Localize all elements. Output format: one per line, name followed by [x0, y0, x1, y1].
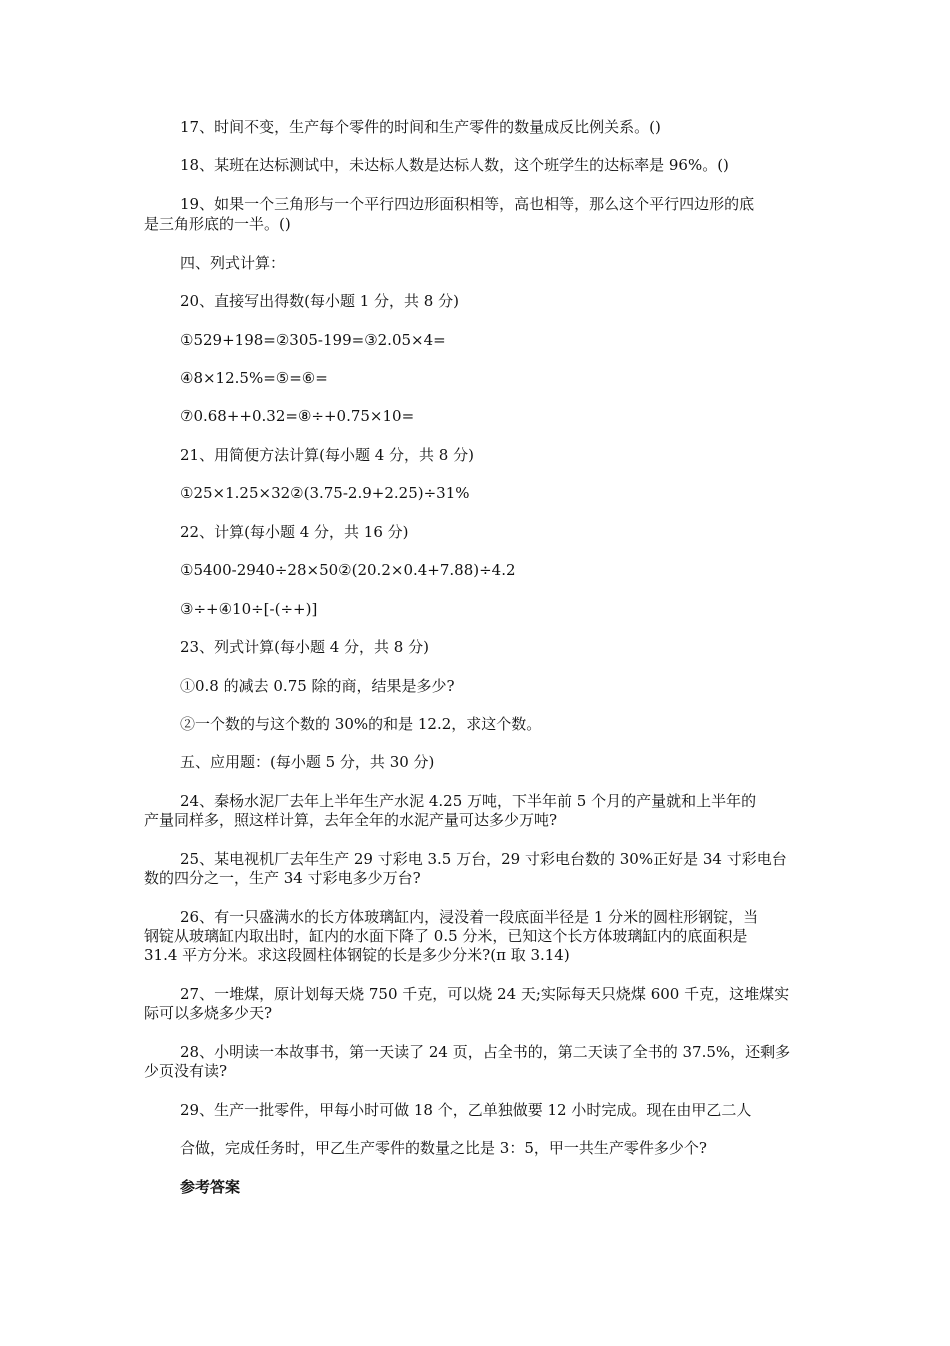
question-18: 18、某班在达标测试中，未达标人数是达标人数，这个班学生的达标率是 96%。() — [180, 156, 729, 174]
question-20-row-3: ⑦0.68++0.32=⑧÷+0.75×10= — [180, 407, 415, 425]
question-26-line-2: 钢锭从玻璃缸内取出时，缸内的水面下降了 0.5 分米，已知这个长方体玻璃缸内的底面积是 — [144, 927, 748, 945]
question-20-row-2: ④8×12.5%=⑤=⑥= — [180, 369, 328, 387]
question-29-line-1: 29、生产一批零件，甲每小时可做 18 个，乙单独做要 12 小时完成。现在由甲乙二人 — [180, 1101, 752, 1119]
question-28-line-2: 少页没有读? — [144, 1062, 228, 1080]
question-22-row-1: ①5400-2940÷28×50②(20.2×0.4+7.88)÷4.2 — [180, 561, 516, 579]
question-28-line-1: 28、小明读一本故事书，第一天读了 24 页，占全书的，第二天读了全书的 37.5%，还剩多 — [180, 1043, 791, 1061]
question-27-line-2: 际可以多烧多少天? — [144, 1004, 273, 1022]
answers-heading: 参考答案 — [180, 1178, 241, 1196]
question-25-line-2: 数的四分之一，生产 34 寸彩电多少万台? — [144, 869, 421, 887]
question-21-row-1: ①25×1.25×32②(3.75-2.9+2.25)÷31% — [180, 484, 470, 502]
section-4-heading: 四、列式计算： — [180, 254, 286, 272]
section-5-heading: 五、应用题：(每小题 5 分，共 30 分) — [180, 753, 435, 771]
question-21: 21、用简便方法计算(每小题 4 分，共 8 分) — [180, 446, 474, 464]
question-26-line-3: 31.4 平方分米。求这段圆柱体钢锭的长是多少分米?(π 取 3.14) — [144, 946, 570, 964]
question-20: 20、直接写出得数(每小题 1 分，共 8 分) — [180, 292, 459, 310]
question-25-line-1: 25、某电视机厂去年生产 29 寸彩电 3.5 万台，29 寸彩电台数的 30%正好是 34 寸彩电台 — [180, 850, 787, 868]
question-23-row-2: ②一个数的与这个数的 30%的和是 12.2，求这个数。 — [180, 715, 542, 733]
question-19-line-1: 19、如果一个三角形与一个平行四边形面积相等，高也相等，那么这个平行四边形的底 — [180, 195, 755, 213]
question-17: 17、时间不变，生产每个零件的时间和生产零件的数量成反比例关系。() — [180, 118, 661, 136]
question-24-line-2: 产量同样多，照这样计算，去年全年的水泥产量可达多少万吨? — [144, 811, 558, 829]
question-26-line-1: 26、有一只盛满水的长方体玻璃缸内，浸没着一段底面半径是 1 分米的圆柱形钢锭，当 — [180, 908, 759, 926]
question-29-line-2: 合做，完成任务时，甲乙生产零件的数量之比是 3：5，甲一共生产零件多少个? — [180, 1139, 707, 1157]
question-19-line-2: 是三角形底的一半。() — [144, 215, 291, 233]
question-20-row-1: ①529+198=②305-199=③2.05×4= — [180, 331, 446, 349]
question-23-row-1: ①0.8 的减去 0.75 除的商，结果是多少? — [180, 677, 455, 695]
question-22-row-2: ③÷+④10÷[-(÷+)] — [180, 600, 318, 618]
question-22: 22、计算(每小题 4 分，共 16 分) — [180, 523, 409, 541]
question-27-line-1: 27、一堆煤，原计划每天烧 750 千克，可以烧 24 天;实际每天只烧煤 600 千克，这堆煤实 — [180, 985, 790, 1003]
question-24-line-1: 24、秦杨水泥厂去年上半年生产水泥 4.25 万吨，下半年前 5 个月的产量就和上半年的 — [180, 792, 757, 810]
question-23: 23、列式计算(每小题 4 分，共 8 分) — [180, 638, 429, 656]
